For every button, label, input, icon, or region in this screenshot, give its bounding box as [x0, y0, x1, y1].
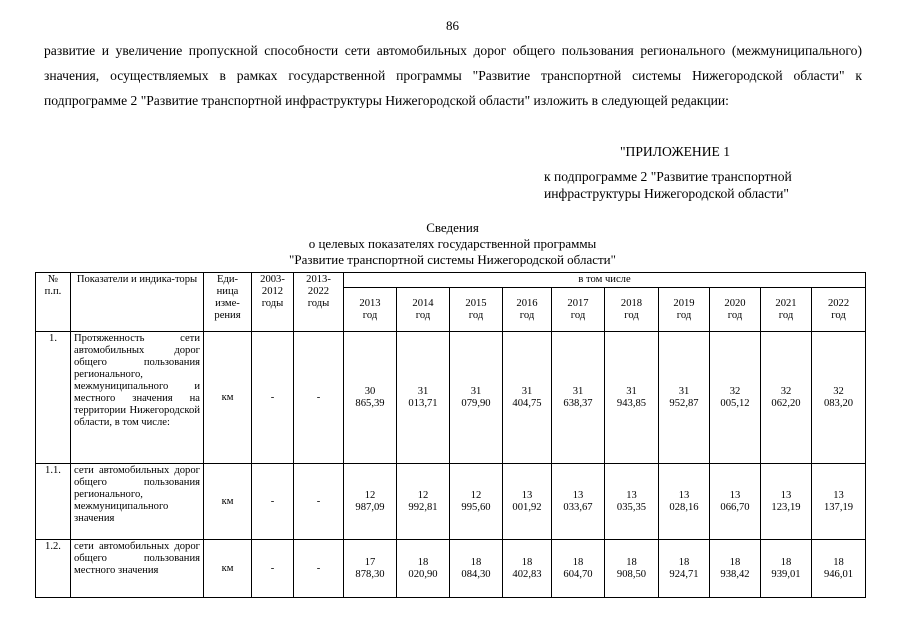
header-including: в том числе	[344, 273, 866, 288]
row-indicator: Протяженность сети автомобильных дорог общего пользования регионального, межмуниципального и местного значения на территории Нижегородской области, в том числе:	[71, 332, 204, 464]
row-value	[503, 464, 552, 540]
value-remainder: 083,20	[823, 397, 854, 409]
value-remainder: 987,09	[355, 501, 385, 513]
row-period-1: -	[252, 332, 294, 464]
header-year-suffix: год	[570, 309, 586, 321]
row-value	[812, 332, 866, 464]
row-value	[659, 540, 710, 598]
header-year-number: 2022	[827, 297, 850, 309]
row-value	[344, 540, 397, 598]
heading-line-1: Сведения	[426, 220, 479, 235]
table-row	[36, 464, 866, 540]
row-value	[761, 332, 812, 464]
value-remainder: 066,70	[720, 501, 750, 513]
header-num: № п.п.	[36, 273, 71, 332]
value-remainder: 005,12	[720, 397, 750, 409]
row-num: 1.1.	[36, 464, 71, 540]
row-unit: км	[204, 332, 252, 464]
header-year	[397, 288, 450, 332]
value-remainder: 938,42	[720, 568, 750, 580]
value-remainder: 137,19	[823, 501, 854, 513]
value-remainder: 992,81	[408, 501, 438, 513]
value-remainder: 033,67	[563, 501, 593, 513]
header-year	[344, 288, 397, 332]
value-thousands: 18	[521, 556, 533, 568]
value-thousands: 17	[364, 556, 376, 568]
value-remainder: 878,30	[355, 568, 385, 580]
value-remainder: 001,92	[512, 501, 542, 513]
value-remainder: 638,37	[563, 397, 593, 409]
heading-line-2: о целевых показателях государственной программы	[308, 236, 597, 251]
row-num: 1.2.	[36, 540, 71, 598]
header-year	[552, 288, 605, 332]
row-value	[605, 464, 659, 540]
header-year-number: 2018	[620, 297, 643, 309]
row-value	[552, 332, 605, 464]
row-value	[659, 332, 710, 464]
value-remainder: 020,90	[408, 568, 438, 580]
row-value	[450, 464, 503, 540]
value-remainder: 035,35	[616, 501, 647, 513]
value-thousands: 31	[417, 385, 429, 397]
value-thousands: 30	[364, 385, 376, 397]
header-year-suffix: год	[676, 309, 692, 321]
value-thousands: 12	[417, 489, 429, 501]
value-thousands: 18	[572, 556, 584, 568]
row-value	[710, 332, 761, 464]
header-year-suffix: год	[831, 309, 846, 321]
value-thousands: 32	[729, 385, 741, 397]
header-period-2: 2013-2022 годы	[294, 273, 344, 332]
header-unit: Еди-ница изме-рения	[204, 273, 252, 332]
value-remainder: 013,71	[408, 397, 438, 409]
header-year-number: 2013	[359, 297, 381, 309]
header-year-number: 2015	[465, 297, 487, 309]
header-year	[659, 288, 710, 332]
value-thousands: 13	[521, 489, 533, 501]
row-period-2: -	[294, 540, 344, 598]
row-value	[397, 464, 450, 540]
value-remainder: 062,20	[771, 397, 801, 409]
value-remainder: 079,90	[461, 397, 491, 409]
row-period-2: -	[294, 464, 344, 540]
value-thousands: 31	[626, 385, 637, 397]
value-thousands: 18	[780, 556, 792, 568]
row-value	[344, 332, 397, 464]
value-remainder: 908,50	[616, 568, 647, 580]
value-thousands: 18	[833, 556, 844, 568]
header-year-suffix: год	[415, 309, 431, 321]
row-value	[397, 540, 450, 598]
value-remainder: 402,83	[512, 568, 542, 580]
row-value	[812, 540, 866, 598]
value-remainder: 943,85	[616, 397, 647, 409]
row-value	[503, 540, 552, 598]
header-year-suffix: год	[362, 309, 378, 321]
row-value	[710, 540, 761, 598]
intro-paragraph: развитие и увеличение пропускной способности сети автомобильных дорог общего пользования регионального (межмуниципального) значения, осуществляемых в рамках государственной программы "Развитие транспортной системы Нижегородской области" к подпрограмме 2 "Развитие транспортной инфраструктуры Нижегородской области" изложить в следующей редакции:	[44, 43, 862, 108]
value-thousands: 18	[729, 556, 741, 568]
row-value	[344, 464, 397, 540]
value-remainder: 084,30	[461, 568, 491, 580]
value-thousands: 18	[417, 556, 429, 568]
value-remainder: 946,01	[823, 568, 854, 580]
value-remainder: 952,87	[669, 397, 699, 409]
value-remainder: 924,71	[669, 568, 699, 580]
value-thousands: 31	[572, 385, 584, 397]
value-thousands: 18	[470, 556, 482, 568]
header-year-suffix: год	[624, 309, 639, 321]
value-thousands: 31	[470, 385, 482, 397]
row-value	[552, 540, 605, 598]
value-thousands: 18	[678, 556, 690, 568]
row-value	[605, 540, 659, 598]
row-value	[397, 332, 450, 464]
appendix-title: "ПРИЛОЖЕНИЕ 1	[620, 144, 731, 159]
row-value	[812, 464, 866, 540]
value-thousands: 13	[729, 489, 741, 501]
row-value	[761, 540, 812, 598]
row-num: 1.	[36, 332, 71, 464]
row-period-1: -	[252, 540, 294, 598]
value-thousands: 12	[364, 489, 376, 501]
value-remainder: 939,01	[771, 568, 801, 580]
header-year-suffix: год	[468, 309, 484, 321]
appendix-subtitle: к подпрограмме 2 "Развитие транспортной инфраструктуры Нижегородской области"	[544, 169, 792, 201]
value-thousands: 32	[833, 385, 844, 397]
header-year-number: 2020	[724, 297, 746, 309]
value-thousands: 13	[678, 489, 690, 501]
header-year-number: 2016	[516, 297, 538, 309]
row-value	[605, 332, 659, 464]
row-value	[450, 332, 503, 464]
header-year-number: 2017	[567, 297, 589, 309]
value-remainder: 995,60	[461, 501, 491, 513]
header-year-number: 2021	[775, 297, 797, 309]
row-unit: км	[204, 464, 252, 540]
header-year-suffix: год	[519, 309, 535, 321]
header-year-number: 2014	[412, 297, 434, 309]
value-thousands: 13	[780, 489, 792, 501]
value-remainder: 404,75	[512, 397, 542, 409]
page-number: 86	[446, 18, 459, 33]
row-indicator: сети автомобильных дорог общего пользования регионального, межмуниципального значения	[71, 464, 204, 540]
header-year-suffix: год	[727, 309, 743, 321]
value-thousands: 31	[678, 385, 690, 397]
header-year	[812, 288, 866, 332]
table-row	[36, 540, 866, 598]
header-indicator: Показатели и индика-торы	[71, 273, 204, 332]
row-value	[503, 332, 552, 464]
value-thousands: 31	[521, 385, 533, 397]
header-year	[503, 288, 552, 332]
value-remainder: 865,39	[355, 397, 385, 409]
value-thousands: 18	[626, 556, 637, 568]
header-year-suffix: год	[778, 309, 794, 321]
row-value	[450, 540, 503, 598]
header-year	[761, 288, 812, 332]
row-value	[710, 464, 761, 540]
header-year-number: 2019	[673, 297, 695, 309]
row-value	[552, 464, 605, 540]
header-year	[710, 288, 761, 332]
value-thousands: 13	[833, 489, 844, 501]
table-row	[36, 332, 866, 464]
header-year	[450, 288, 503, 332]
value-thousands: 13	[572, 489, 584, 501]
row-period-2: -	[294, 332, 344, 464]
value-remainder: 604,70	[563, 568, 593, 580]
row-unit: км	[204, 540, 252, 598]
heading-line-3: "Развитие транспортной системы Нижегородской области"	[289, 252, 616, 267]
value-remainder: 028,16	[669, 501, 699, 513]
header-year	[605, 288, 659, 332]
row-value	[761, 464, 812, 540]
row-period-1: -	[252, 464, 294, 540]
value-thousands: 13	[626, 489, 637, 501]
indicators-table	[35, 272, 866, 598]
value-thousands: 32	[780, 385, 792, 397]
table-heading	[0, 220, 905, 268]
value-remainder: 123,19	[771, 501, 801, 513]
value-thousands: 12	[470, 489, 482, 501]
row-indicator: сети автомобильных дорог общего пользования местного значения	[71, 540, 204, 598]
row-value	[659, 464, 710, 540]
header-period-1: 2003-2012 годы	[252, 273, 294, 332]
